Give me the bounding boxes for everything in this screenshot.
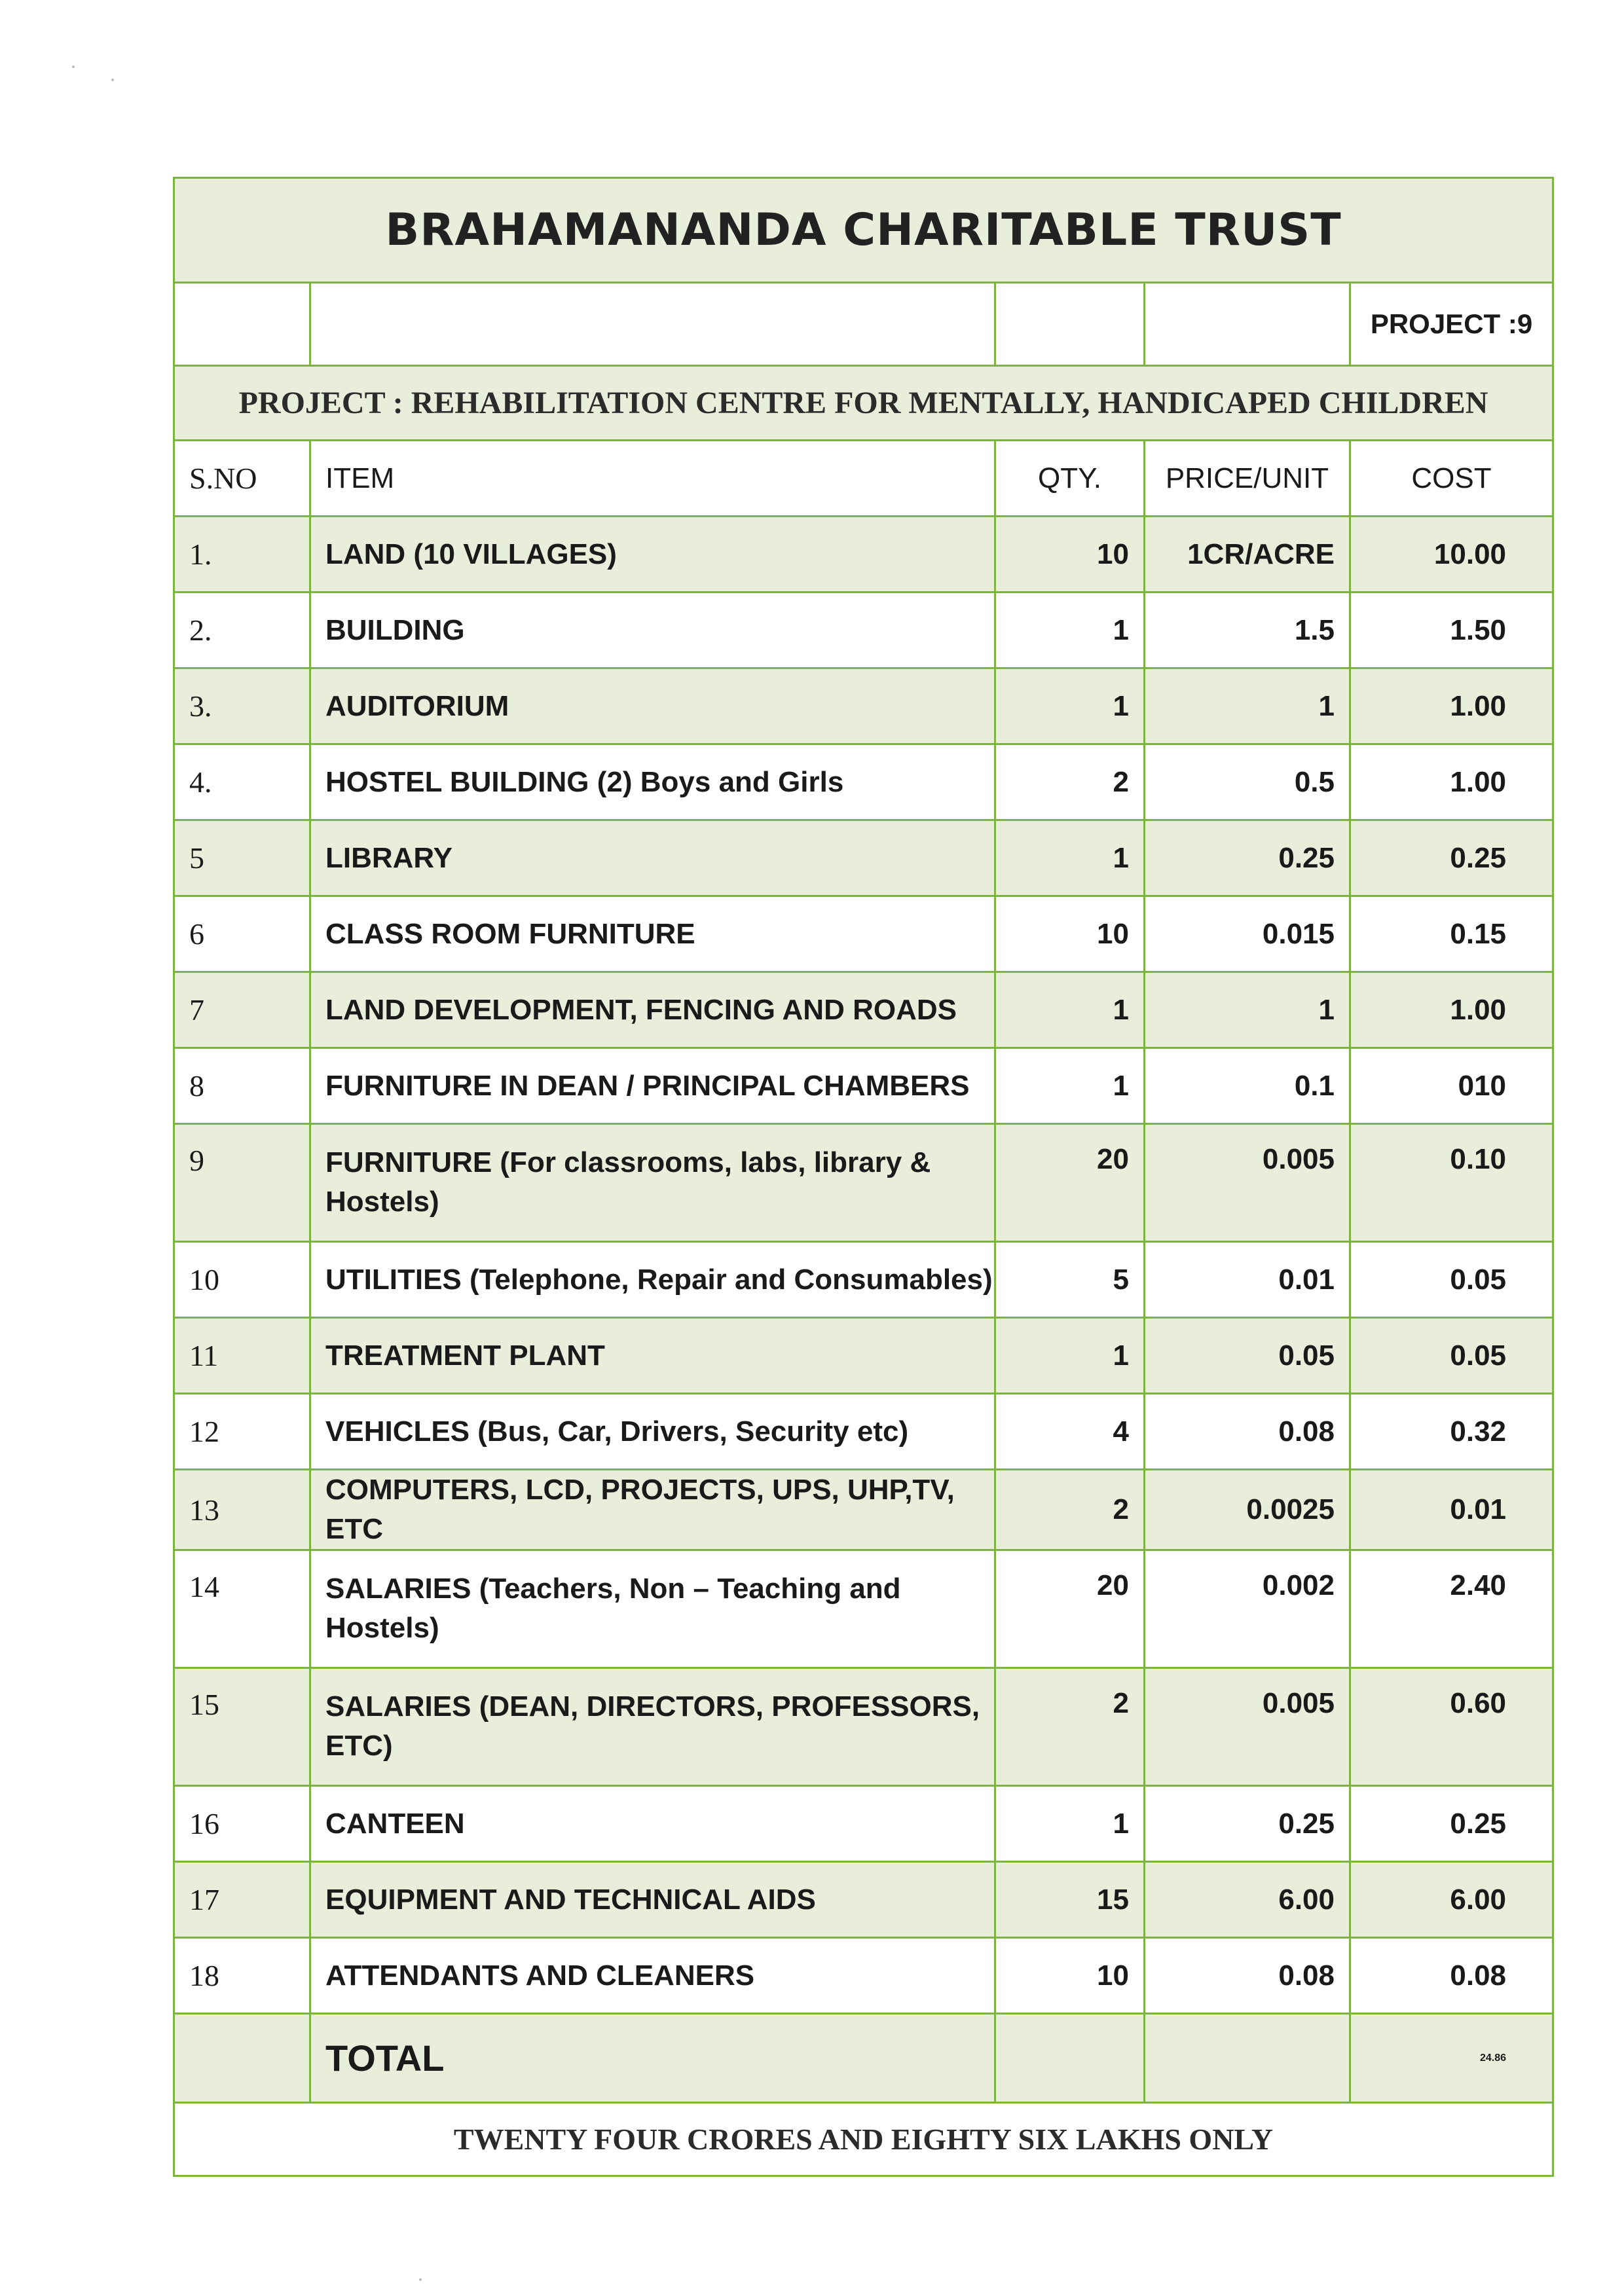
- row-sno: 5: [174, 820, 310, 896]
- row-sno: 15: [174, 1668, 310, 1786]
- table-row: [174, 668, 1553, 744]
- row-item: ATTENDANTS AND CLEANERS: [310, 1938, 995, 2014]
- project-title: PROJECT : REHABILITATION CENTRE FOR MENTALLY, HANDICAPED CHILDREN: [174, 366, 1553, 441]
- row-cost: 0.08: [1350, 1938, 1553, 2014]
- row-price: 1.5: [1145, 592, 1350, 668]
- row-item: CLASS ROOM FURNITURE: [310, 896, 995, 972]
- row-sno: 17: [174, 1862, 310, 1938]
- row-cost: 6.00: [1350, 1862, 1553, 1938]
- row-cost: 1.00: [1350, 744, 1553, 820]
- row-qty: 1: [995, 972, 1145, 1048]
- row-qty: 1: [995, 820, 1145, 896]
- scan-speck: [419, 2278, 422, 2281]
- row-qty: 2: [995, 1470, 1145, 1550]
- row-cost: 0.05: [1350, 1318, 1553, 1394]
- row-qty: 4: [995, 1394, 1145, 1470]
- row-price: 0.1: [1145, 1048, 1350, 1124]
- row-item: HOSTEL BUILDING (2) Boys and Girls: [310, 744, 995, 820]
- trust-name: BRAHAMANANDA CHARITABLE TRUST: [174, 178, 1553, 283]
- header-sno: S.NO: [174, 441, 310, 517]
- row-price: 0.002: [1145, 1550, 1350, 1668]
- row-item: AUDITORIUM: [310, 668, 995, 744]
- table-row: [174, 972, 1553, 1048]
- row-cost: 0.60: [1350, 1668, 1553, 1786]
- row-price: 0.005: [1145, 1668, 1350, 1786]
- row-sno: 18: [174, 1938, 310, 2014]
- table-row: [174, 1318, 1553, 1394]
- scan-speck: [72, 65, 75, 68]
- row-sno: 11: [174, 1318, 310, 1394]
- blank-cell: [1145, 2014, 1350, 2103]
- row-qty: 2: [995, 1668, 1145, 1786]
- row-cost: 0.32: [1350, 1394, 1553, 1470]
- row-qty: 1: [995, 1318, 1145, 1394]
- row-item: BUILDING: [310, 592, 995, 668]
- row-item: TREATMENT PLANT: [310, 1318, 995, 1394]
- blank-cell: [995, 283, 1145, 366]
- row-item: SALARIES (DEAN, DIRECTORS, PROFESSORS, ETC): [310, 1668, 995, 1786]
- table-row: [174, 1124, 1553, 1242]
- row-sno: 4.: [174, 744, 310, 820]
- project-number: PROJECT :9: [1350, 283, 1553, 366]
- row-qty: 2: [995, 744, 1145, 820]
- row-price: 0.25: [1145, 1786, 1350, 1862]
- table-row: [174, 1668, 1553, 1786]
- total-label: TOTAL: [310, 2014, 995, 2103]
- row-qty: 1: [995, 1048, 1145, 1124]
- row-price: 0.05: [1145, 1318, 1350, 1394]
- table-header-row: [174, 441, 1553, 517]
- row-sno: 16: [174, 1786, 310, 1862]
- row-cost: 10.00: [1350, 517, 1553, 592]
- row-item: LAND (10 VILLAGES): [310, 517, 995, 592]
- row-sno: 2.: [174, 592, 310, 668]
- row-item: SALARIES (Teachers, Non – Teaching and Hostels): [310, 1550, 995, 1668]
- row-price: 1CR/ACRE: [1145, 517, 1350, 592]
- row-price: 0.01: [1145, 1242, 1350, 1318]
- row-qty: 10: [995, 896, 1145, 972]
- row-cost: 0.01: [1350, 1470, 1553, 1550]
- row-price: 0.5: [1145, 744, 1350, 820]
- row-sno: 13: [174, 1470, 310, 1550]
- budget-table: [173, 177, 1554, 2177]
- row-price: 6.00: [1145, 1862, 1350, 1938]
- row-item: UTILITIES (Telephone, Repair and Consumables): [310, 1242, 995, 1318]
- row-item: LIBRARY: [310, 820, 995, 896]
- table-row: [174, 1938, 1553, 2014]
- header-qty: QTY.: [995, 441, 1145, 517]
- row-cost: 2.40: [1350, 1550, 1553, 1668]
- row-sno: 14: [174, 1550, 310, 1668]
- row-sno: 6: [174, 896, 310, 972]
- row-item: FURNITURE IN DEAN / PRINCIPAL CHAMBERS: [310, 1048, 995, 1124]
- project-number-row: [174, 283, 1553, 366]
- header-cost: COST: [1350, 441, 1553, 517]
- row-price: 0.25: [1145, 820, 1350, 896]
- table-row: [174, 744, 1553, 820]
- scan-speck: [111, 79, 114, 81]
- header-price: PRICE/UNIT: [1145, 441, 1350, 517]
- row-sno: 1.: [174, 517, 310, 592]
- row-qty: 20: [995, 1124, 1145, 1242]
- row-item: LAND DEVELOPMENT, FENCING AND ROADS: [310, 972, 995, 1048]
- table-row: [174, 1786, 1553, 1862]
- table-row: [174, 896, 1553, 972]
- row-cost: 1.00: [1350, 668, 1553, 744]
- row-price: 0.015: [1145, 896, 1350, 972]
- row-item: VEHICLES (Bus, Car, Drivers, Security etc): [310, 1394, 995, 1470]
- row-sno: 10: [174, 1242, 310, 1318]
- table-row: [174, 1862, 1553, 1938]
- table-row: [174, 592, 1553, 668]
- row-qty: 20: [995, 1550, 1145, 1668]
- row-cost: 0.10: [1350, 1124, 1553, 1242]
- row-sno: 12: [174, 1394, 310, 1470]
- row-qty: 1: [995, 668, 1145, 744]
- row-qty: 1: [995, 1786, 1145, 1862]
- row-cost: 0.05: [1350, 1242, 1553, 1318]
- row-sno: 7: [174, 972, 310, 1048]
- table-row: [174, 1470, 1553, 1550]
- row-item: CANTEEN: [310, 1786, 995, 1862]
- header-item: ITEM: [310, 441, 995, 517]
- row-price: 1: [1145, 668, 1350, 744]
- row-sno: 3.: [174, 668, 310, 744]
- blank-cell: [174, 283, 310, 366]
- table-row: [174, 1550, 1553, 1668]
- blank-cell: [310, 283, 995, 366]
- row-price: 0.08: [1145, 1394, 1350, 1470]
- row-qty: 5: [995, 1242, 1145, 1318]
- row-cost: 0.15: [1350, 896, 1553, 972]
- row-price: 0.08: [1145, 1938, 1350, 2014]
- total-cost: 24.86: [1350, 2014, 1553, 2103]
- row-cost: 1.50: [1350, 592, 1553, 668]
- row-qty: 10: [995, 517, 1145, 592]
- table-row: [174, 1394, 1553, 1470]
- table-row: [174, 1048, 1553, 1124]
- row-item: FURNITURE (For classrooms, labs, library & Hostels): [310, 1124, 995, 1242]
- row-qty: 15: [995, 1862, 1145, 1938]
- row-price: 0.0025: [1145, 1470, 1350, 1550]
- total-row: [174, 2014, 1553, 2103]
- row-cost: 0.25: [1350, 1786, 1553, 1862]
- row-qty: 10: [995, 1938, 1145, 2014]
- row-sno: 8: [174, 1048, 310, 1124]
- table-row: [174, 1242, 1553, 1318]
- row-item: COMPUTERS, LCD, PROJECTS, UPS, UHP,TV, ETC: [310, 1470, 995, 1550]
- row-cost: 1.00: [1350, 972, 1553, 1048]
- amount-in-words: TWENTY FOUR CRORES AND EIGHTY SIX LAKHS ONLY: [174, 2103, 1553, 2176]
- row-sno: 9: [174, 1124, 310, 1242]
- row-price: 1: [1145, 972, 1350, 1048]
- row-item: EQUIPMENT AND TECHNICAL AIDS: [310, 1862, 995, 1938]
- row-qty: 1: [995, 592, 1145, 668]
- blank-cell: [995, 2014, 1145, 2103]
- row-cost: 010: [1350, 1048, 1553, 1124]
- blank-cell: [174, 2014, 310, 2103]
- row-price: 0.005: [1145, 1124, 1350, 1242]
- row-cost: 0.25: [1350, 820, 1553, 896]
- table-row: [174, 517, 1553, 592]
- table-row: [174, 820, 1553, 896]
- blank-cell: [1145, 283, 1350, 366]
